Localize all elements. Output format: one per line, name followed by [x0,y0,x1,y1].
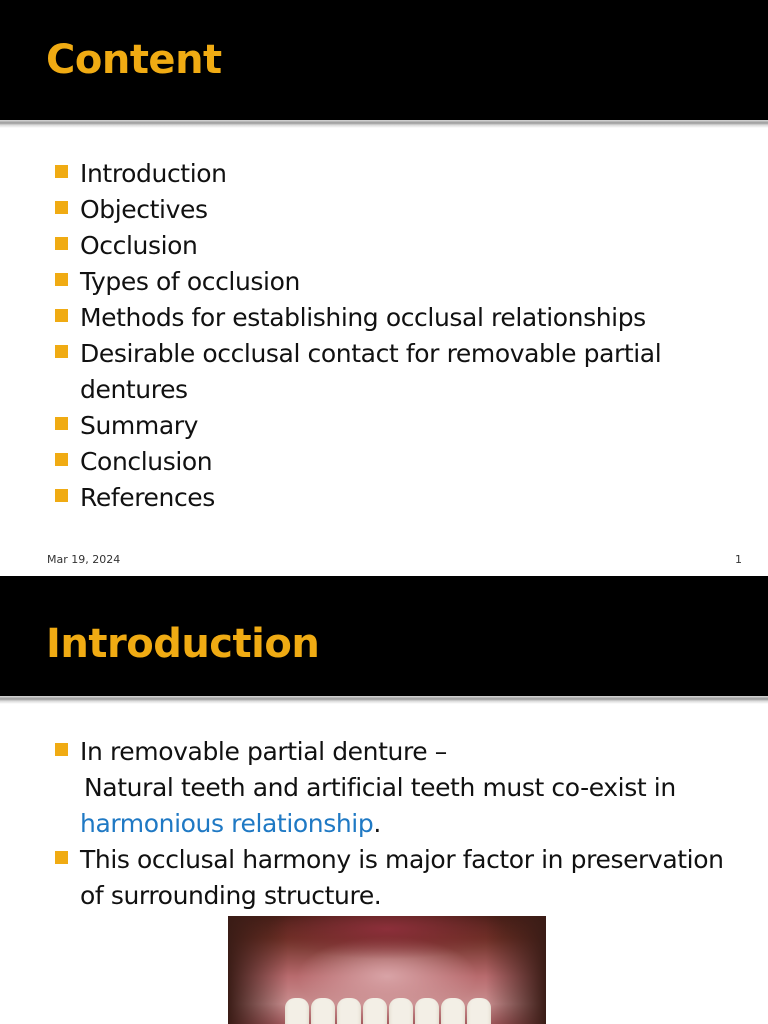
bullet-square-icon [55,489,68,502]
bullet-text: This occlusal harmony is major factor in preservation of surrounding structure. [80,845,724,910]
bullet-square-icon [55,417,68,430]
bullet-square-icon [55,851,68,864]
list-item: Objectives [0,192,768,228]
list-item: References [0,480,768,516]
teeth-illustration [274,998,502,1024]
intro-list [0,734,768,914]
footer-date: Mar 19, 2024 [47,553,121,566]
content-list [0,156,768,516]
title-bar [0,576,768,696]
bullet-square-icon [55,345,68,358]
bullet-text: In removable partial denture – [80,737,447,766]
bullet-square-icon [55,165,68,178]
tooth [441,998,465,1024]
slide-title: Content [46,37,222,83]
tooth [363,998,387,1024]
bullet-text: Natural teeth and artificial teeth must co-exist in [84,773,676,802]
tooth [467,998,491,1024]
bullet-text: . [373,809,381,838]
list-item: Desirable occlusal contact for removable partial dentures [0,336,768,408]
title-divider [0,696,768,704]
slide-title: Introduction [46,621,320,667]
title-bar [0,0,768,120]
list-item [0,842,768,914]
tooth [337,998,361,1024]
bullet-square-icon [55,743,68,756]
list-item: Methods for establishing occlusal relationships [0,300,768,336]
tooth [389,998,413,1024]
bullet-square-icon [55,453,68,466]
list-item: Conclusion [0,444,768,480]
list-item: Types of occlusion [0,264,768,300]
bullet-square-icon [55,237,68,250]
bullet-square-icon [55,309,68,322]
bullet-square-icon [55,201,68,214]
list-item: Introduction [0,156,768,192]
list-item [0,734,768,842]
list-item: Occlusion [0,228,768,264]
title-divider [0,120,768,128]
tooth [415,998,439,1024]
tooth [311,998,335,1024]
list-item: Summary [0,408,768,444]
page-number: 1 [735,553,742,566]
denture-photo [228,914,546,1024]
highlighted-phrase: harmonious relationship [80,809,374,838]
bullet-square-icon [55,273,68,286]
tooth [285,998,309,1024]
slide-introduction [0,576,768,1024]
